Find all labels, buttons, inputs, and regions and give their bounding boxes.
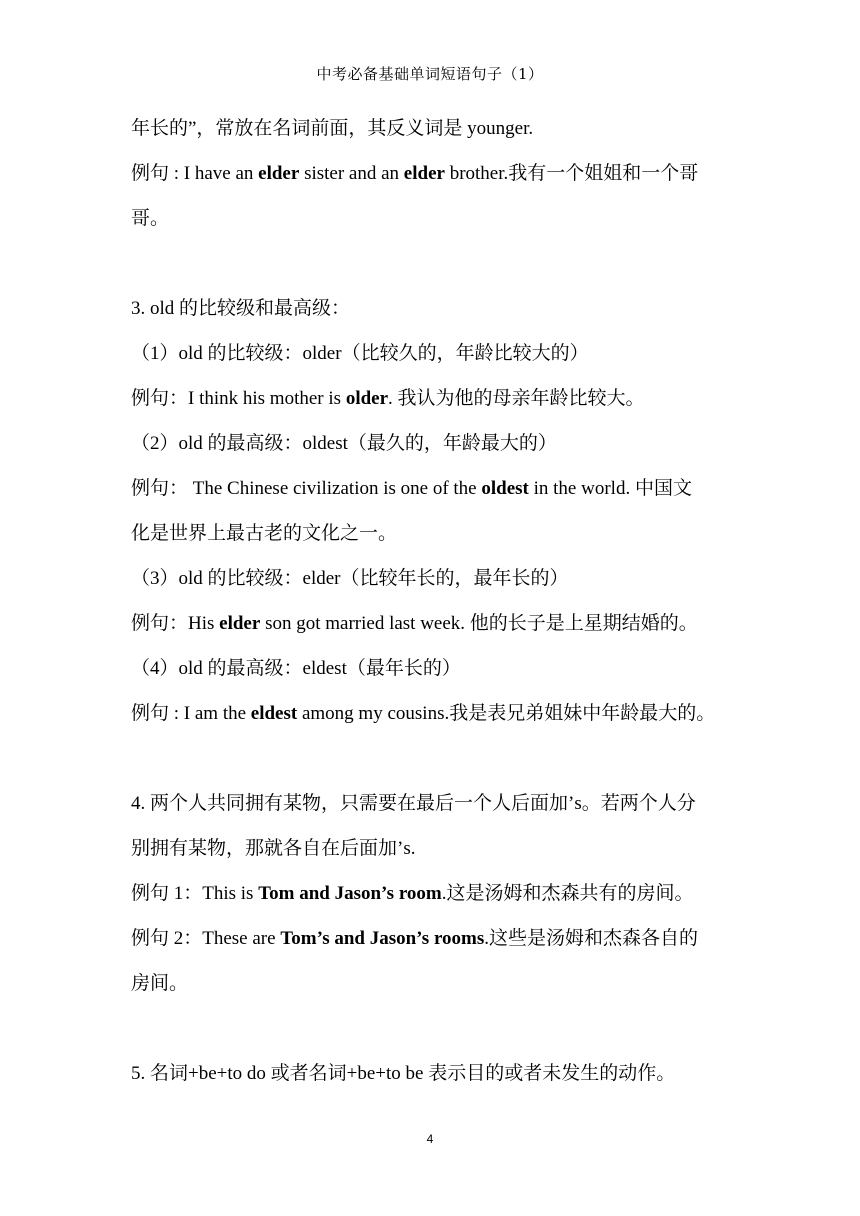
text-segment: 3. old 的比较级和最高级： bbox=[131, 298, 351, 319]
text-segment: （4）old 的最高级：eldest（最年长的） bbox=[131, 658, 461, 679]
text-line bbox=[131, 151, 741, 196]
text-segment: son got married last week. 他的长子是上星期结婚的。 bbox=[260, 613, 698, 634]
bold-term: eldest bbox=[250, 703, 298, 724]
text-line bbox=[131, 331, 741, 376]
text-segment: among my cousins.我是表兄弟姐妹中年龄最大的。 bbox=[297, 703, 716, 724]
text-segment: 年长的”，常放在名词前面，其反义词是 younger. bbox=[131, 118, 534, 139]
text-segment: 例句 : I have an bbox=[131, 163, 259, 184]
text-segment: 别拥有某物，那就各自在后面加’s. bbox=[131, 838, 416, 859]
paragraph-gap bbox=[131, 736, 741, 781]
bold-term: elder bbox=[219, 613, 261, 634]
paragraph-gap bbox=[131, 241, 741, 286]
text-segment: 4. 两个人共同拥有某物，只需要在最后一个人后面加’s。若两个人分 bbox=[131, 793, 696, 814]
text-line bbox=[131, 1051, 741, 1096]
text-line bbox=[131, 646, 741, 691]
text-segment: （1）old 的比较级：older（比较久的，年龄比较大的） bbox=[131, 343, 589, 364]
bold-term: Tom’s and Jason’s rooms bbox=[280, 928, 485, 949]
bold-term: oldest bbox=[481, 478, 529, 499]
text-segment: 例句 2：These are bbox=[131, 928, 281, 949]
document-body bbox=[131, 106, 741, 1096]
text-line bbox=[131, 421, 741, 466]
text-line bbox=[131, 556, 741, 601]
text-line bbox=[131, 196, 741, 241]
text-segment: 例句： The Chinese civilization is one of the bbox=[131, 478, 482, 499]
text-segment: sister and an bbox=[299, 163, 404, 184]
text-line bbox=[131, 826, 741, 871]
text-segment: 例句：I think his mother is bbox=[131, 388, 346, 409]
text-segment: .这些是汤姆和杰森各自的 bbox=[484, 928, 699, 949]
text-line bbox=[131, 871, 741, 916]
text-segment: （3）old 的比较级：elder（比较年长的，最年长的） bbox=[131, 568, 569, 589]
text-segment: 5. 名词+be+to do 或者名词+be+to be 表示目的或者未发生的动作。 bbox=[131, 1063, 676, 1084]
text-segment: 化是世界上最古老的文化之一。 bbox=[131, 523, 398, 544]
text-segment: 例句：His bbox=[131, 613, 220, 634]
text-line bbox=[131, 106, 741, 151]
text-line bbox=[131, 601, 741, 646]
text-line bbox=[131, 511, 741, 556]
text-segment: in the world. 中国文 bbox=[528, 478, 692, 499]
text-segment: 例句 : I am the bbox=[131, 703, 251, 724]
text-line bbox=[131, 781, 741, 826]
bold-term: elder bbox=[258, 163, 300, 184]
text-line bbox=[131, 916, 741, 961]
bold-term: Tom and Jason’s room bbox=[258, 883, 442, 904]
page-header: 中考必备基础单词短语句子（1） bbox=[316, 65, 544, 83]
text-segment: 例句 1：This is bbox=[131, 883, 259, 904]
bold-term: older bbox=[345, 388, 389, 409]
paragraph-gap bbox=[131, 1006, 741, 1051]
text-line bbox=[131, 376, 741, 421]
text-segment: 房间。 bbox=[131, 973, 189, 994]
bold-term: elder bbox=[403, 163, 445, 184]
text-segment: . 我认为他的母亲年龄比较大。 bbox=[388, 388, 645, 409]
text-line bbox=[131, 961, 741, 1006]
text-line bbox=[131, 691, 741, 736]
text-segment: brother.我有一个姐姐和一个哥 bbox=[444, 163, 699, 184]
text-line bbox=[131, 286, 741, 331]
text-line bbox=[131, 466, 741, 511]
text-segment: （2）old 的最高级：oldest（最久的，年龄最大的） bbox=[131, 433, 557, 454]
page-number: 4 bbox=[426, 1132, 434, 1146]
text-segment: .这是汤姆和杰森共有的房间。 bbox=[441, 883, 694, 904]
text-segment: 哥。 bbox=[131, 208, 170, 229]
